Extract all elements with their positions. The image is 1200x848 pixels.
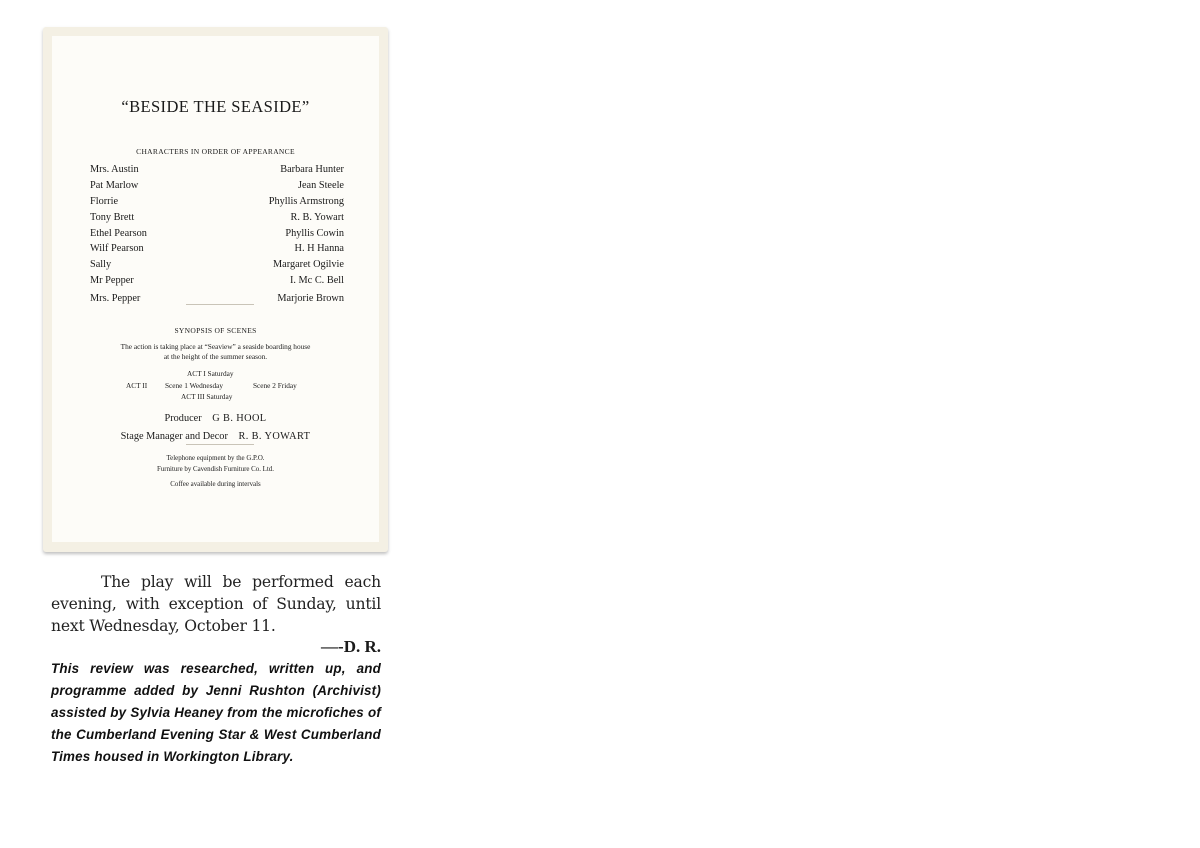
footnote-telephone: Telephone equipment by the G.P.O.: [166, 455, 265, 462]
producer-credit: [52, 413, 379, 424]
footnote-furniture: Furniture by Cavendish Furniture Co. Ltd.: [157, 465, 274, 473]
cast-actor: Barbara Hunter: [280, 164, 344, 175]
cast-role: Florrie: [90, 195, 119, 207]
cast-actor: Phyllis Armstrong: [268, 195, 344, 207]
cast-row: [90, 180, 344, 196]
act-3: ACT III Saturday: [181, 392, 233, 401]
cast-row: [90, 164, 344, 180]
cast-actor: Marjorie Brown: [277, 293, 344, 305]
cast-actor: Margaret Ogilvie: [272, 259, 344, 271]
cast-row: [90, 275, 344, 291]
cast-role: Mr Pepper: [90, 275, 134, 287]
divider-rule: [186, 444, 254, 445]
archivist-credit-note: This review was researched, written up, and programme added by Jenni Rushton (Archivist) assisted by Sylvia Heaney from the microfiches of the Cumberland Evening Star & West Cumberland Times housed in Workington Library.: [51, 661, 381, 764]
programme-footnotes: [52, 454, 379, 491]
review-signature: —-D. R.: [321, 637, 381, 656]
review-paragraph: The play will be performed each evening, with exception of Sunday, until next Wednesday, October 11.: [51, 573, 381, 635]
cast-role: Mrs. Pepper: [90, 293, 141, 305]
stage-manager-credit: [52, 431, 379, 442]
cast-row: [90, 243, 344, 259]
act-2-scene-2: Scene 2 Friday: [253, 381, 297, 390]
cast-row: [90, 228, 344, 244]
cast-role: Pat Marlow: [90, 179, 139, 191]
cast-role: Tony Brett: [90, 211, 135, 223]
act-1: ACT I Saturday: [187, 369, 234, 378]
cast-row: [90, 259, 344, 275]
cast-actor: Jean Steele: [297, 179, 344, 191]
footnote-coffee: Coffee available during intervals: [170, 481, 261, 488]
producer-label: Producer: [164, 413, 202, 424]
cast-actor: H. H Hanna: [294, 243, 344, 255]
scenes-heading: SYNOPSIS OF SCENES: [174, 326, 257, 335]
cast-actor: R. B. Yowart: [290, 211, 344, 223]
cast-actor: I. Mc C. Bell: [289, 275, 344, 287]
act-2: ACT II: [126, 381, 148, 390]
cast-row: [90, 196, 344, 212]
programme-page: [52, 36, 379, 542]
divider-rule: [186, 304, 254, 305]
scenes-desc-line: The action is taking place at “Seaview” a seaside boarding house: [120, 342, 311, 351]
act-2-scene-1: Scene 1 Wednesday: [165, 381, 224, 390]
cast-role: Wilf Pearson: [90, 243, 144, 255]
cast-role: Mrs. Austin: [90, 164, 139, 175]
stage-manager-label: Stage Manager and Decor: [120, 431, 228, 442]
cast-role: Ethel Pearson: [90, 227, 147, 239]
programme-title: “BESIDE THE SEASIDE”: [121, 97, 310, 116]
characters-heading: CHARACTERS IN ORDER OF APPEARANCE: [136, 147, 295, 156]
cast-actor: Phyllis Cowin: [285, 227, 344, 239]
scenes-description: [52, 342, 379, 362]
cast-row: [90, 212, 344, 228]
scenes-desc-line: at the height of the summer season.: [163, 352, 268, 361]
cast-row: [90, 293, 344, 309]
cast-list: [90, 164, 344, 309]
programme-scan: [43, 27, 388, 552]
cast-role: Sally: [90, 259, 112, 271]
stage-manager-name: R. B. YOWART: [238, 431, 311, 442]
producer-name: G B. HOOL: [212, 413, 267, 424]
